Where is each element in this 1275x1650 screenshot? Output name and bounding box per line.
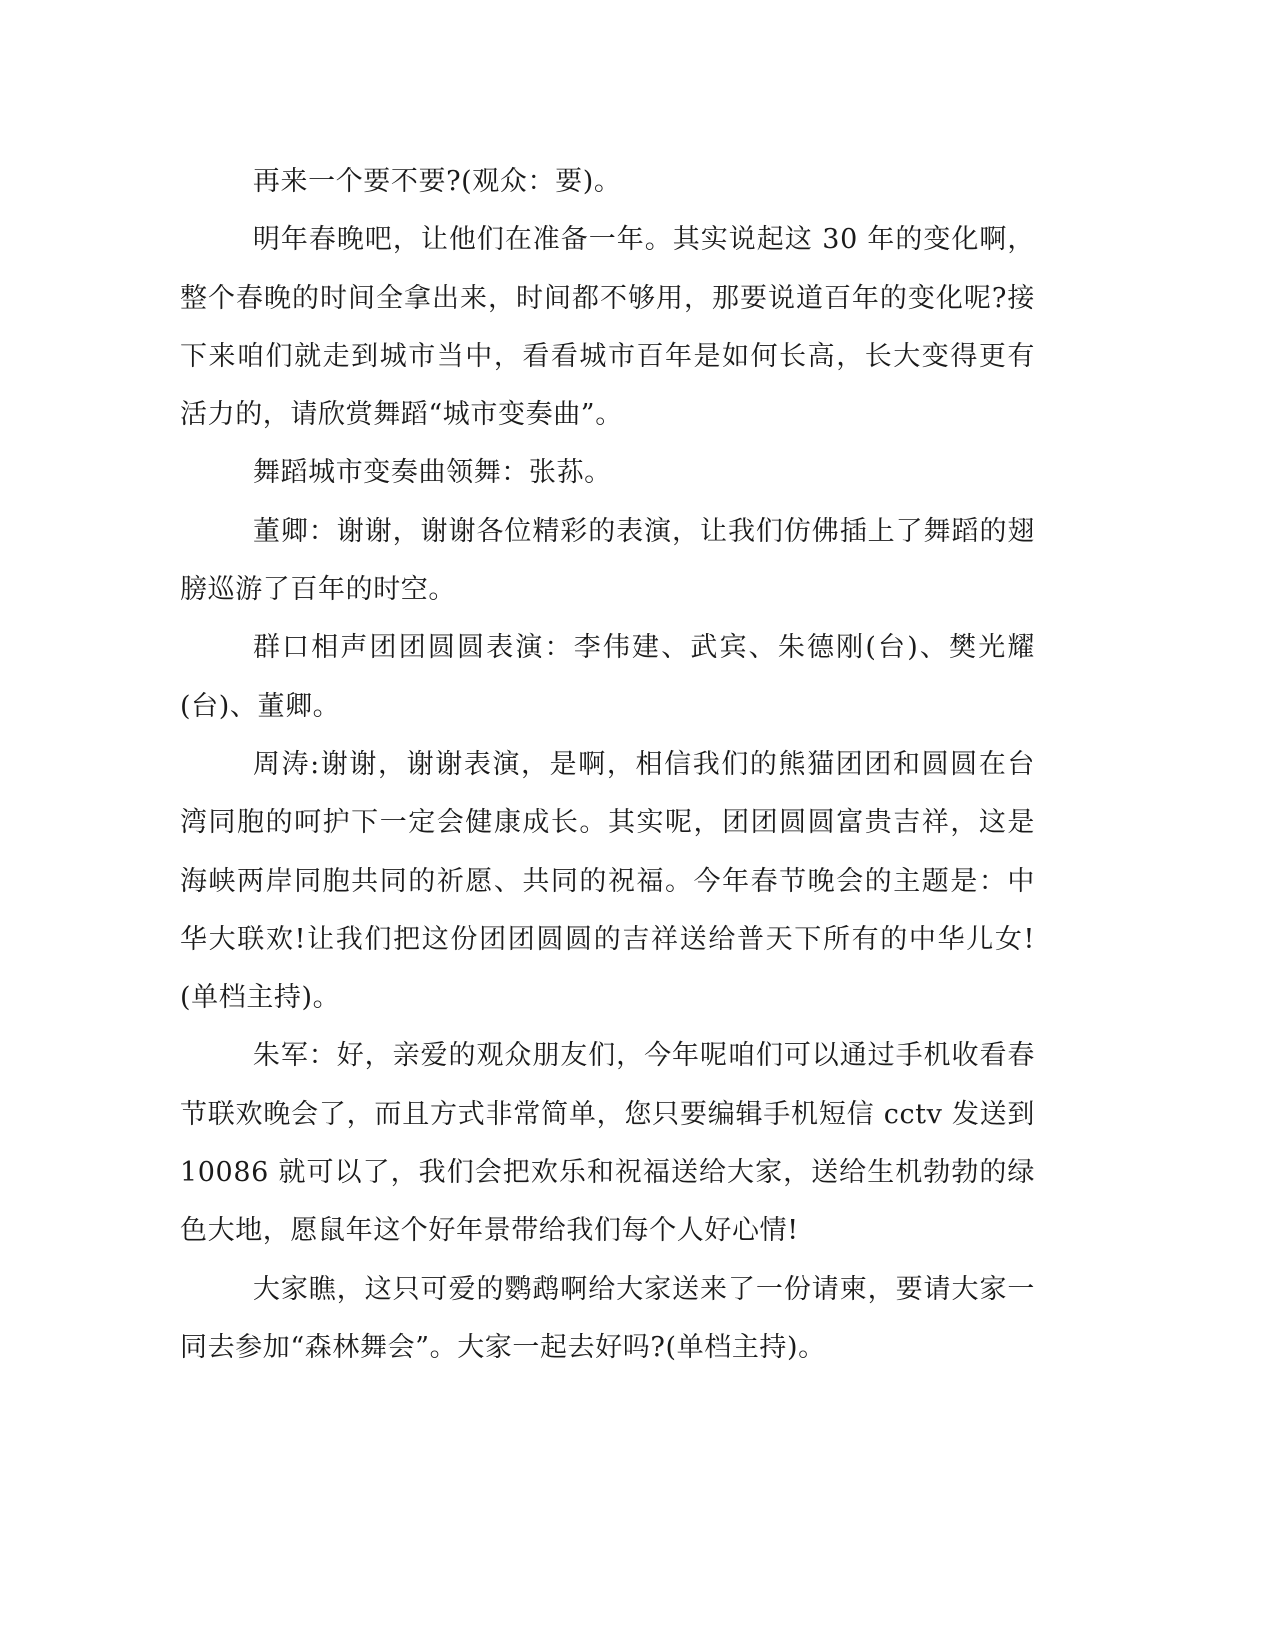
paragraph: 董卿：谢谢，谢谢各位精彩的表演，让我们仿佛插上了舞蹈的翅膀巡游了百年的时空。 <box>180 515 1035 606</box>
paragraph: 群口相声团团圆圆表演：李伟建、武宾、朱德刚(台)、樊光耀(台)、董卿。 <box>180 632 1035 722</box>
paragraph: 朱军：好，亲爱的观众朋友们，今年呢咱们可以通过手机收看春节联欢晚会了，而且方式非常简单，您只要编辑手机短信 cctv 发送到 10086 就可以了，我们会把欢乐和祝福送给大家，送给生机勃勃的绿色大地，愿鼠年这个好年景带给我们每个人好心情! <box>180 1040 1035 1247</box>
document-body <box>180 153 1035 1377</box>
paragraph: 明年春晚吧，让他们在准备一年。其实说起这 30 年的变化啊，整个春晚的时间全拿出来，时间都不够用，那要说道百年的变化呢?接下来咱们就走到城市当中，看看城市百年是如何长高，长大变得更有活力的，请欣赏舞蹈“城市变奏曲”。 <box>180 224 1035 431</box>
paragraph: 舞蹈城市变奏曲领舞：张荪。 <box>252 457 612 489</box>
paragraph: 周涛:谢谢，谢谢表演，是啊，相信我们的熊猫团团和圆圆在台湾同胞的呵护下一定会健康成长。其实呢，团团圆圆富贵吉祥，这是海峡两岸同胞共同的祈愿、共同的祝福。今年春节晚会的主题是：中华大联欢!让我们把这份团团圆圆的吉祥送给普天下所有的中华儿女!(单档主持)。 <box>180 748 1035 1014</box>
paragraph: 再来一个要不要?(观众：要)。 <box>252 166 622 197</box>
paragraph: 大家瞧，这只可爱的鹦鹉啊给大家送来了一份请柬，要请大家一同去参加“森林舞会”。大家一起去好吗?(单档主持)。 <box>180 1273 1035 1363</box>
